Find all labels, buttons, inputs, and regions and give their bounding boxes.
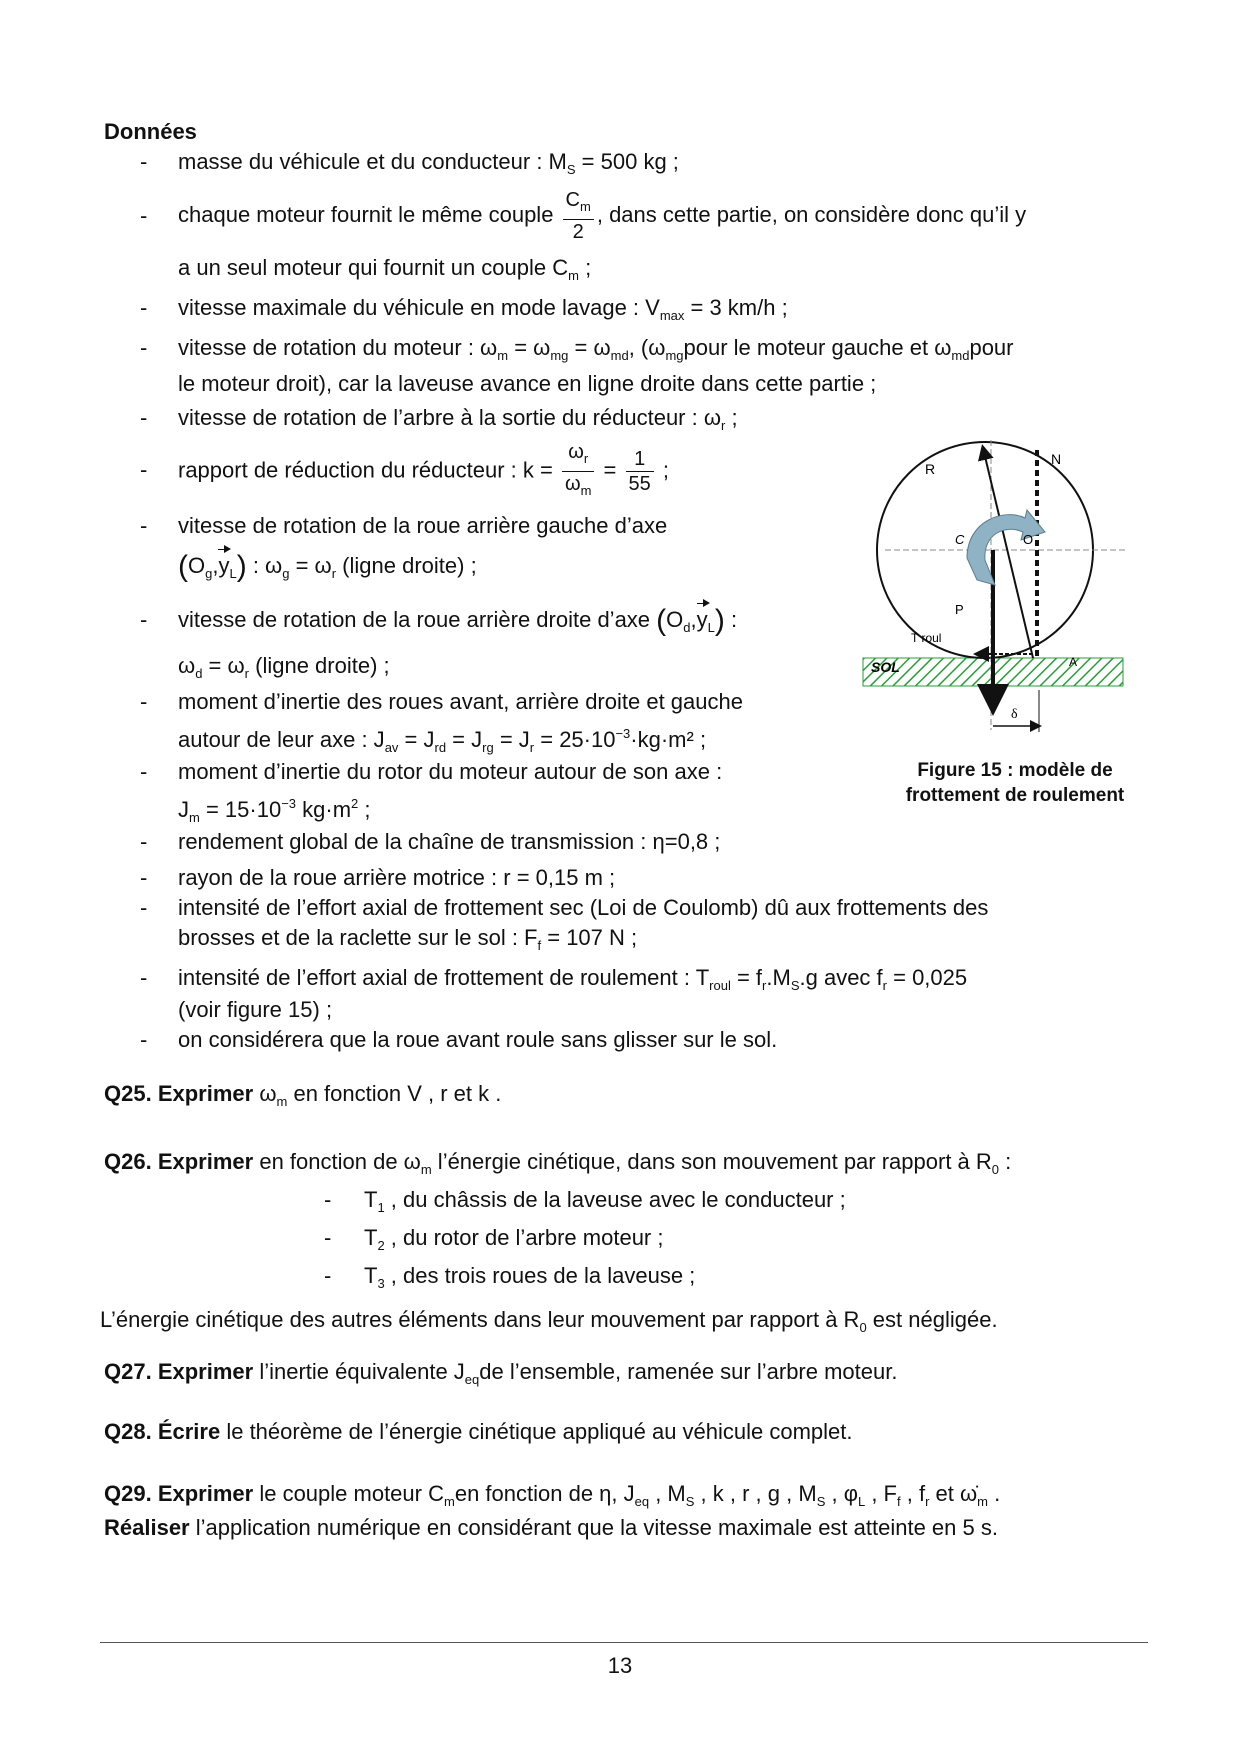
list-item-continuation: $\omega_d = \omega_r$ (ligne droite) ; — [178, 653, 390, 681]
question-q29: Q29. Exprimer le couple moteur $C_men$ fonction de η, $J_{eq}$ , $M_S$ , k , r , g , $M_S$ , $\varphi_L$ , $F_f$ , $f_r$ et $\omegȧ_m$ . — [104, 1481, 1001, 1509]
list-item-continuation: (voir figure 15) ; — [178, 997, 333, 1022]
label-T-roul: T roul — [911, 631, 942, 645]
list-dash: - — [140, 295, 148, 320]
list-item: intensité de l’effort axial de frottement de roulement : $T_{roul} = f_r.M_S.g$ avec $f_r = 0,025$ — [178, 965, 968, 993]
list-dash: - — [140, 865, 148, 890]
list-dash: - — [140, 203, 148, 228]
label-SOL: SOL — [871, 659, 900, 675]
list-item-continuation: le moteur droit), car la laveuse avance en ligne droite dans cette partie ; — [178, 371, 877, 396]
label-N: N — [1051, 451, 1062, 467]
label-C: C — [955, 532, 965, 547]
list-item-continuation: $(O_g,y_L)$ : $\omega_g = \omega_r$ (ligne droite) ; — [178, 550, 477, 583]
q26-dash: - — [324, 1187, 332, 1212]
question-q25: Q25. Exprimer $\omega_m$ en fonction V , r et k . — [104, 1081, 502, 1109]
list-dash: - — [140, 965, 148, 990]
q26-dash: - — [324, 1263, 332, 1288]
list-item: rendement global de la chaîne de transmission : η=0,8 ; — [178, 829, 721, 854]
list-dash: - — [140, 513, 148, 538]
list-item: vitesse maximale du véhicule en mode lavage : $V_{max} = 3$ km/h ; — [178, 295, 788, 323]
section-heading: Données — [104, 119, 197, 144]
page-number: 13 — [607, 1653, 633, 1678]
question-q29-continuation: Réaliser l’application numérique en considérant que la vitesse maximale est atteinte en 5 s. — [104, 1515, 998, 1540]
label-A: A — [1069, 655, 1078, 669]
question-q28: Q28. Écrire le théorème de l’énergie cinétique appliqué au véhicule complet. — [104, 1419, 853, 1444]
list-item-continuation: brosses et de la raclette sur le sol : $F_f = 107$ N ; — [178, 925, 638, 953]
list-item: on considérera que la roue avant roule sans glisser sur le sol. — [178, 1027, 778, 1052]
list-dash: - — [140, 457, 148, 482]
list-item-continuation: autour de leur axe : $J_{av} = J_{rd} = J_{rg} = J_r = 25\cdot 10^{-3}\cdot kg\cdot m^2$ ; — [178, 726, 707, 755]
list-dash: - — [140, 149, 148, 174]
label-R: R — [925, 461, 936, 477]
list-item: vitesse de rotation de la roue arrière gauche d’axe — [178, 513, 668, 538]
list-item: chaque moteur fournit le même couple $\frac{C_m}{2}$ , dans cette partie, on considère donc qu’il y — [178, 189, 1027, 243]
list-dash: - — [140, 1027, 148, 1052]
list-dash: - — [140, 895, 148, 920]
list-dash: - — [140, 829, 148, 854]
figure-rolling-friction — [855, 440, 1135, 740]
q26-dash: - — [324, 1225, 332, 1250]
list-item: vitesse de rotation de l’arbre à la sortie du réducteur : $\omega_r$ ; — [178, 405, 738, 433]
figure-caption: Figure 15 : modèle de frottement de roulement — [905, 760, 1125, 806]
label-O: O — [1023, 532, 1034, 547]
list-item: masse du véhicule et du conducteur : $M_S = 500$ kg ; — [178, 149, 679, 177]
list-dash: - — [140, 759, 148, 784]
list-item: moment d’inertie des roues avant, arrière droite et gauche — [178, 689, 743, 714]
list-item: rayon de la roue arrière motrice : r = 0,15 m ; — [178, 865, 616, 890]
list-item: moment d’inertie du rotor du moteur autour de son axe : — [178, 759, 723, 784]
list-item-continuation: a un seul moteur qui fournit un couple $C_m$ ; — [178, 255, 592, 283]
q26-item: $T_2$ , du rotor de l’arbre moteur ; — [364, 1225, 664, 1253]
list-dash: - — [140, 689, 148, 714]
list-dash: - — [140, 405, 148, 430]
question-q27: Q27. Exprimer l’inertie équivalente $J_{eq}de$ l’ensemble, ramenée sur l’arbre moteur. — [104, 1359, 898, 1387]
q26-item: $T_3$ , des trois roues de la laveuse ; — [364, 1263, 696, 1291]
label-delta: δ — [1011, 707, 1018, 722]
q26-note: L’énergie cinétique des autres éléments dans leur mouvement par rapport à $R_0$ est négligée. — [100, 1307, 998, 1335]
list-item: intensité de l’effort axial de frottement sec (Loi de Coulomb) dû aux frottements des — [178, 895, 989, 920]
list-item-continuation: $J_m = 15\cdot 10^{-3}$ $kg\cdot m^2$ ; — [178, 796, 371, 825]
label-P: P — [955, 602, 964, 617]
list-dash: - — [140, 607, 148, 632]
list-item: vitesse de rotation du moteur : $\omega_m = \omega_{mg} = \omega_{md}$, ($\omega_{mg}pour$ le moteur gauche et $\omega_{md}pour$ — [178, 335, 1014, 363]
list-item: rapport de réduction du réducteur : k = $\frac{\omega_r}{\omega_m}$ = $\frac{1}{55}$ ; — [178, 441, 669, 498]
question-q26: Q26. Exprimer en fonction de $\omega_m$ l’énergie cinétique, dans son mouvement par rapport à $R_0$ : — [104, 1149, 1012, 1177]
footer-rule — [100, 1642, 1148, 1643]
list-dash: - — [140, 335, 148, 360]
list-item: vitesse de rotation de la roue arrière droite d’axe $(O_d,y_L)$ : — [178, 604, 738, 637]
q26-item: $T_1$ , du châssis de la laveuse avec le conducteur ; — [364, 1187, 846, 1215]
